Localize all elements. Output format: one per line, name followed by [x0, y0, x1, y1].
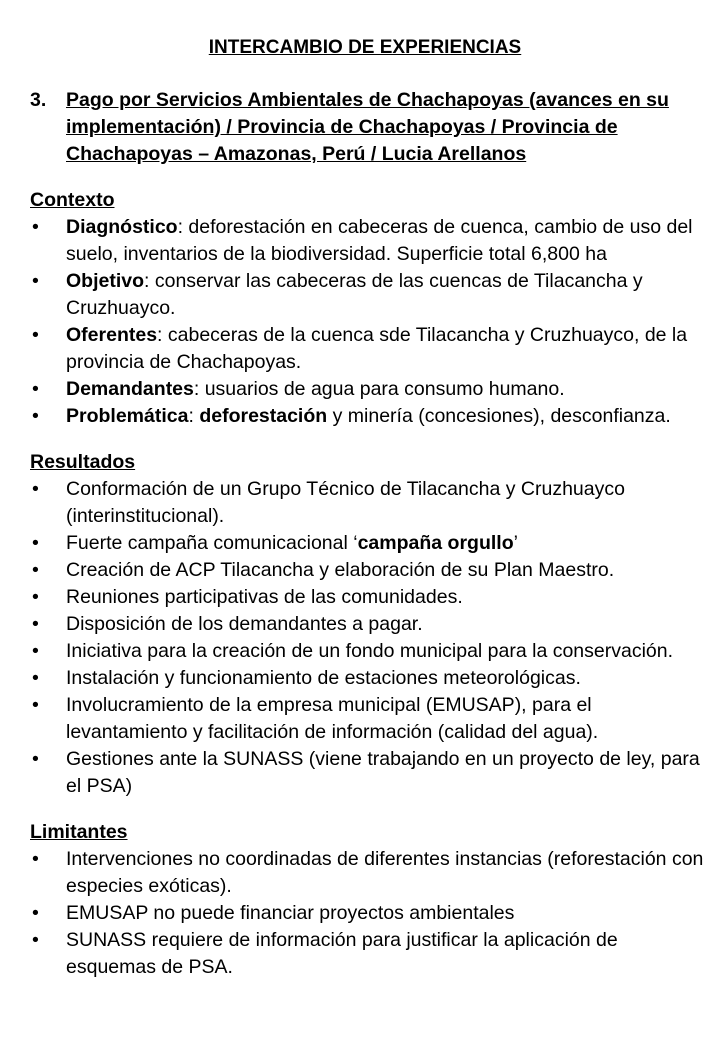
list-item [30, 927, 710, 981]
list-item [30, 214, 710, 268]
bullet-glyph: • [32, 667, 39, 689]
list-item [30, 900, 710, 927]
list-item-emphasis: campaña orgullo [357, 532, 514, 554]
list-item-description: : conservar las cabeceras de las cuencas de Tilacancha y Cruzhuayco. [66, 270, 643, 319]
list-item [30, 846, 710, 900]
list-item-suffix: ’ [513, 532, 518, 554]
bullet-glyph: • [32, 478, 39, 500]
bullet-glyph: • [32, 613, 39, 635]
list-item-prefix: Fuerte campaña comunicacional ‘ [66, 532, 358, 554]
item-number: 3. [30, 89, 47, 111]
bullet-glyph: • [32, 405, 39, 427]
bullet-glyph: • [32, 378, 39, 400]
list-item-label: Problemática [66, 405, 189, 427]
bullet-glyph: • [32, 559, 39, 581]
list-item-text: Disposición de los demandantes a pagar. [66, 613, 423, 635]
list-item-text [66, 376, 710, 403]
list-item [30, 476, 710, 530]
list-item [30, 322, 710, 376]
bullet-glyph: • [32, 929, 39, 951]
list-item-text: Intervenciones no coordinadas de diferentes instancias (reforestación con especies exóticas). [66, 848, 704, 897]
bullet-glyph: • [32, 748, 39, 770]
bullet-glyph: • [32, 848, 39, 870]
section-contexto [30, 187, 710, 430]
list-item-text [66, 214, 710, 268]
numbered-item [30, 87, 710, 168]
bullet-glyph: • [32, 902, 39, 924]
list-item [30, 268, 710, 322]
list-item [30, 403, 710, 430]
section-heading-limitantes: Limitantes [30, 821, 128, 843]
list-item [30, 611, 710, 638]
list-item-separator: : [188, 405, 200, 427]
list-item-text: Instalación y funcionamiento de estaciones meteorológicas. [66, 667, 581, 689]
bullet-glyph: • [32, 640, 39, 662]
document-title: INTERCAMBIO DE EXPERIENCIAS [208, 37, 522, 58]
bullet-glyph: • [32, 586, 39, 608]
list-item-label: Diagnóstico [66, 216, 178, 238]
list-item-description: y minería (concesiones), desconfianza. [327, 405, 671, 427]
section-heading-contexto: Contexto [30, 189, 115, 211]
section-resultados [30, 449, 710, 800]
section-limitantes [30, 819, 710, 981]
limitantes-list [30, 846, 710, 981]
list-item-text: Gestiones ante la SUNASS (viene trabajando en un proyecto de ley, para el PSA) [66, 748, 700, 797]
list-item-label: Objetivo [66, 270, 145, 292]
list-item [30, 584, 710, 611]
list-item-text: Conformación de un Grupo Técnico de Tilacancha y Cruzhuayco (interinstitucional). [66, 478, 625, 527]
bullet-glyph: • [32, 270, 39, 292]
list-item-text: Involucramiento de la empresa municipal (EMUSAP), para el levantamiento y facilitación de información (calidad del agua). [66, 694, 599, 743]
list-item-text: Iniciativa para la creación de un fondo municipal para la conservación. [66, 640, 674, 662]
list-item [30, 665, 710, 692]
list-item [30, 638, 710, 665]
list-item-text: Reuniones participativas de las comunidades. [66, 586, 463, 608]
list-item-text: SUNASS requiere de información para justificar la aplicación de esquemas de PSA. [66, 929, 618, 978]
bullet-glyph: • [32, 216, 39, 238]
list-item-description: : usuarios de agua para consumo humano. [193, 378, 565, 400]
list-item [30, 530, 710, 557]
list-item [30, 692, 710, 746]
list-item [30, 557, 710, 584]
bullet-glyph: • [32, 694, 39, 716]
bullet-glyph: • [32, 532, 39, 554]
list-item-text: Creación de ACP Tilacancha y elaboración de su Plan Maestro. [66, 559, 615, 581]
list-item-text: EMUSAP no puede financiar proyectos ambientales [66, 902, 515, 924]
list-item-text [66, 268, 710, 322]
list-item [30, 376, 710, 403]
list-item-text [66, 322, 710, 376]
list-item-description: : deforestación en cabeceras de cuenca, cambio de uso del suelo, inventarios de la biodiversidad. Superficie total 6,800 ha [66, 216, 693, 265]
section-heading-resultados: Resultados [30, 451, 136, 473]
resultados-list [30, 476, 710, 800]
list-item-text [66, 403, 710, 430]
list-item-label: Demandantes [66, 378, 194, 400]
list-item-label: Oferentes [66, 324, 158, 346]
list-item-description: : cabeceras de la cuenca sde Tilacancha y Cruzhuayco, de la provincia de Chachapoyas. [66, 324, 688, 373]
list-item-text [66, 530, 710, 557]
contexto-list [30, 214, 710, 430]
list-item-emphasis: deforestación [199, 405, 328, 427]
list-item [30, 746, 710, 800]
bullet-glyph: • [32, 324, 39, 346]
item-title: Pago por Servicios Ambientales de Chachapoyas (avances en su implementación) / Provincia de Chachapoyas / Provincia de Chachapoyas – Amazonas, Perú / Lucia Arellanos [66, 89, 669, 165]
